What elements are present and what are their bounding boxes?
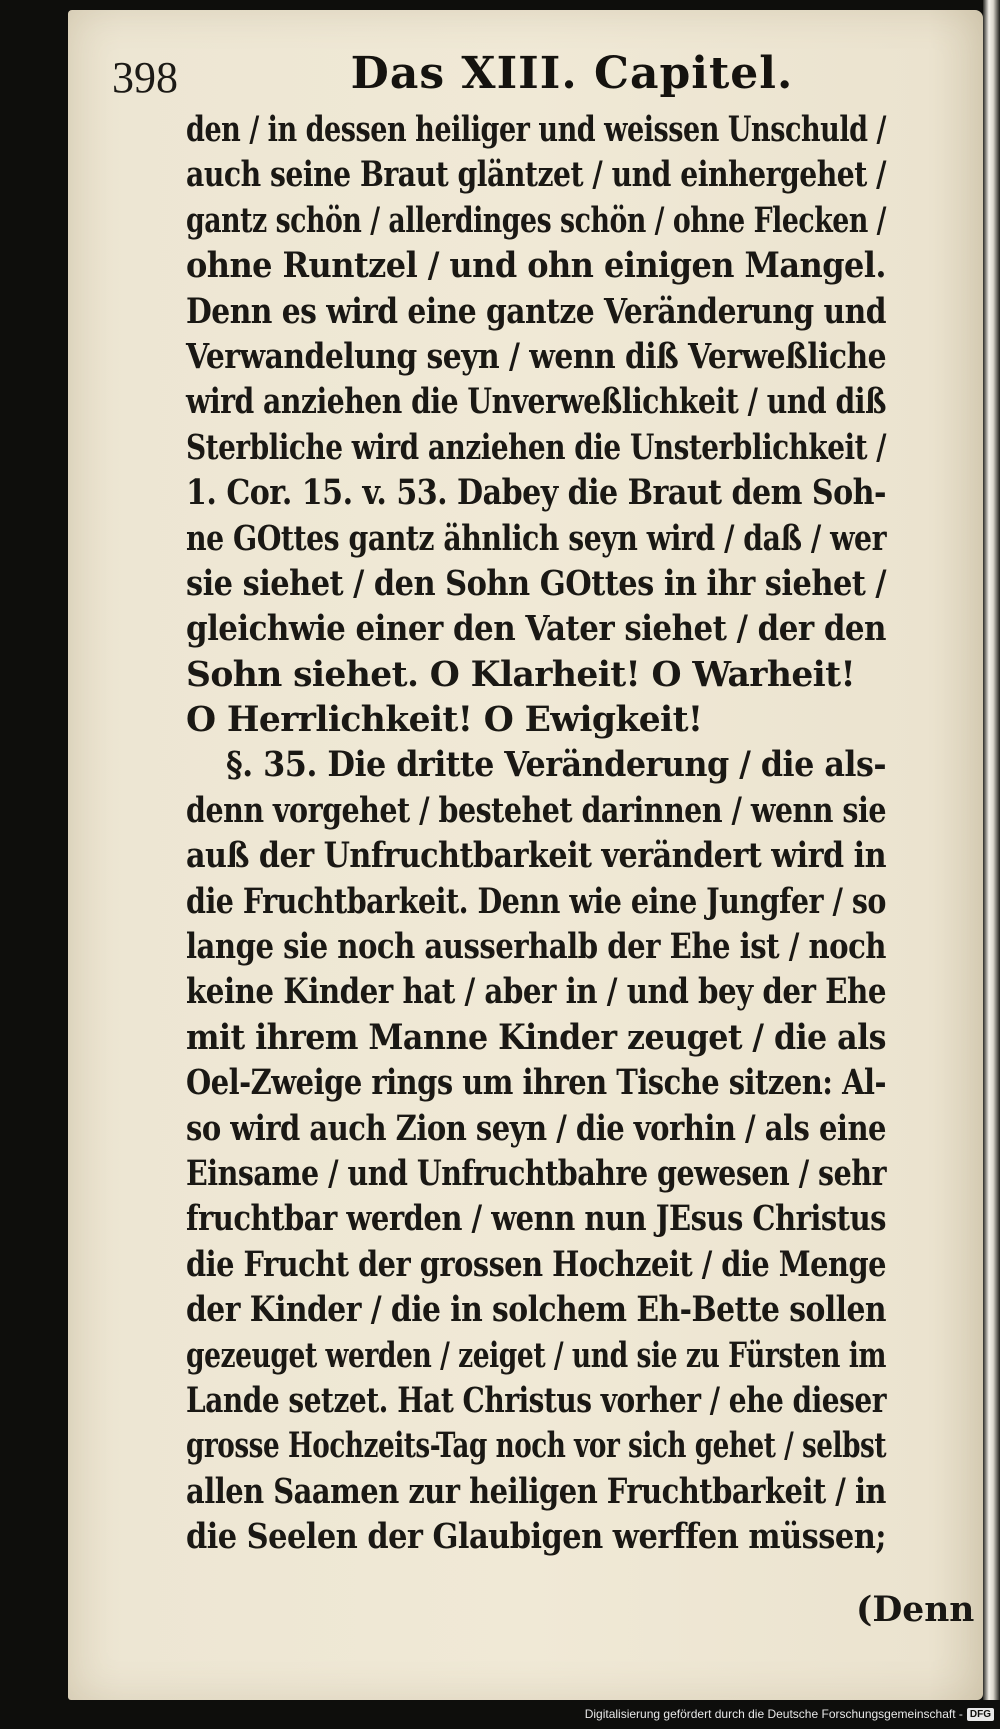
footer-credit: Digitalisierung gefördert durch die Deutsche Forschungsgemeinschaft - xyxy=(584,1707,963,1721)
text-line: Lande setzet. Hat Christus vorher / ehe dieser xyxy=(186,1380,887,1421)
text-line: 1. Cor. 15. v. 53. Dabey die Braut dem Soh- xyxy=(186,473,886,514)
text-line: gleichwie einer den Vater siehet / der den xyxy=(186,609,887,650)
text-line: auch seine Braut gläntzet / und einhergehet / xyxy=(186,155,886,196)
text-line: die Fruchtbarkeit. Denn wie eine Jungfer / so xyxy=(186,881,886,922)
text-line: Denn es wird eine gantze Veränderung und xyxy=(186,291,887,332)
body-text xyxy=(186,108,976,1561)
page-number: 398 xyxy=(112,53,178,102)
page-header xyxy=(112,48,872,112)
text-line: gantz schön / allerdinges schön / ohne Flecken / xyxy=(186,200,886,241)
digitization-footer xyxy=(585,1705,994,1723)
text-line: keine Kinder hat / aber in / und bey der Ehe xyxy=(186,972,886,1013)
text-line: Oel-Zweige rings um ihren Tische sitzen: Al- xyxy=(186,1063,887,1104)
text-line: grosse Hochzeits-Tag noch vor sich gehet / selbst xyxy=(186,1426,886,1467)
running-head: Das XIII. Capitel. xyxy=(350,48,794,99)
text-line: Sohn siehet. O Klarheit! O Warheit! xyxy=(186,654,856,695)
text-line: Einsame / und Unfruchtbahre gewesen / sehr xyxy=(186,1153,887,1194)
dfg-logo-icon: DFG xyxy=(967,1708,994,1721)
text-line: gezeuget werden / zeiget / und sie zu Fürsten im xyxy=(186,1335,887,1376)
text-line: mit ihrem Manne Kinder zeuget / die als xyxy=(186,1017,886,1058)
text-line: sie siehet / den Sohn GOttes in ihr siehet / xyxy=(186,563,887,604)
text-line: den / in dessen heiliger und weissen Unschuld / xyxy=(186,110,886,150)
paragraph-start-line: §. 35. Die dritte Veränderung / die als- xyxy=(226,745,886,786)
page-edge xyxy=(983,0,1000,1700)
text-line: Verwandelung seyn / wenn diß Verweßliche xyxy=(186,336,887,377)
text-line: fruchtbar werden / wenn nun JEsus Christus xyxy=(186,1199,887,1240)
catchword: (Denn xyxy=(856,1590,975,1630)
text-line: der Kinder / die in solchem Eh-Bette sollen xyxy=(186,1290,887,1331)
text-line: ohne Runtzel / und ohn einigen Mangel. xyxy=(186,246,886,287)
text-line: auß der Unfruchtbarkeit verändert wird in xyxy=(186,836,887,877)
text-line: die Seelen der Glaubigen werffen müssen; xyxy=(186,1517,887,1558)
text-line: die Frucht der grossen Hochzeit / die Menge xyxy=(186,1244,887,1285)
text-line: Sterbliche wird anziehen die Unsterblichkeit / xyxy=(186,427,887,468)
text-line: ne GOttes gantz ähnlich seyn wird / daß / wer xyxy=(186,518,887,559)
text-line: so wird auch Zion seyn / die vorhin / als eine xyxy=(186,1108,886,1149)
text-line: allen Saamen zur heiligen Fruchtbarkeit / in xyxy=(186,1471,886,1512)
text-line: wird anziehen die Unverweßlichkeit / und diß xyxy=(186,382,886,423)
text-line: O Herrlichkeit! O Ewigkeit! xyxy=(186,700,703,741)
text-line: denn vorgehet / bestehet darinnen / wenn sie xyxy=(186,790,886,831)
text-line: lange sie noch ausserhalb der Ehe ist / noch xyxy=(186,927,886,968)
